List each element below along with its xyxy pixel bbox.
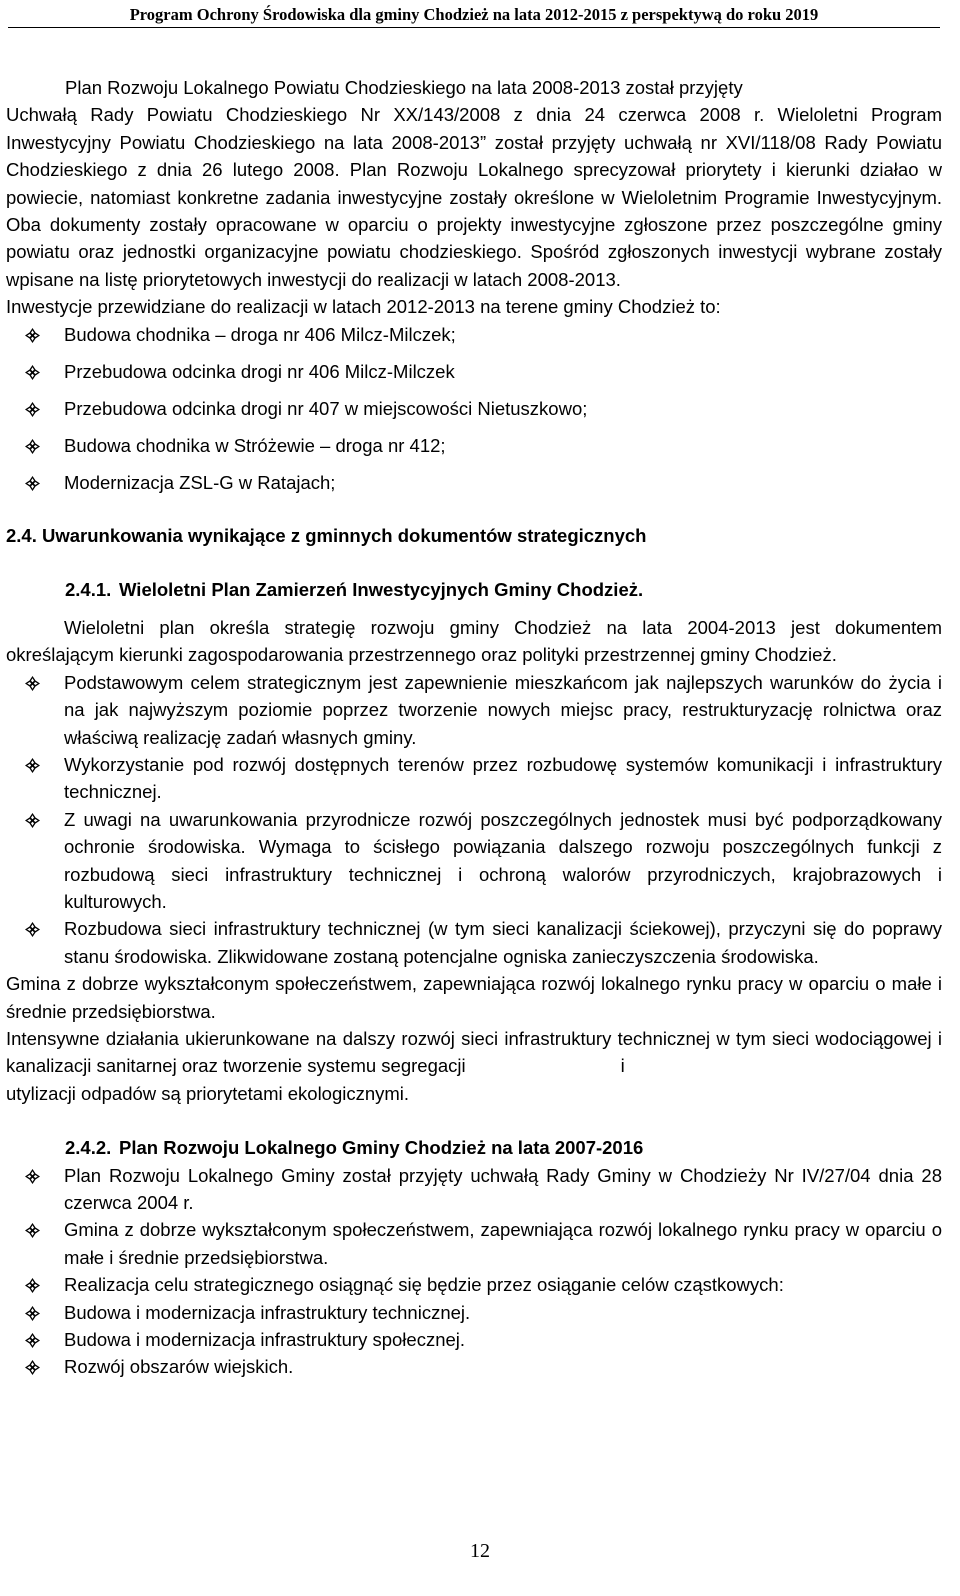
plan-description: Wieloletni plan określa strategię rozwoju gminy Chodzież na lata 2004-2013 jest dokumentem określającym kierunki zagospodarowania przestrzennego oraz polityki przestrzennej gminy Chodzież.	[6, 616, 942, 666]
document-body	[6, 74, 942, 1381]
list-item: Podstawowym celem strategicznym jest zapewnienie mieszkańcom jak najlepszych warunków do życia i na jak najwyższym poziomie poprzez tworzenie nowych miejsc pracy, restrukturyzację rolnictwa oraz właściwą realizację zadań własnych gminy.	[6, 669, 942, 751]
diamond-bullet-icon	[24, 1305, 41, 1322]
diamond-bullet-icon	[24, 757, 41, 774]
intro-paragraph: Uchwałą Rady Powiatu Chodzieskiego Nr XX/143/2008 z dnia 24 czerwca 2008 r. Wieloletni Program Inwestycyjny Powiatu Chodzieskiego na lata 2008-2013” został przyjęty uchwałą nr XVI/118/08 Rady Powiatu Chodzieskiego z dnia 26 lutego 2008. Plan Rozwoju Lokalnego sprecyzował priorytety i kierunki działao w powiecie, natomiast konkretne zadania inwestycyjne zostały określone w Wieloletnim Programie Inwestycyjnym. Oba dokumenty zostały opracowane w oparciu o projekty inwestycyjne zgłoszone przez poszczególne gminy powiatu oraz jednostki organizacyjne powiatu chodzieskiego. Spośród zgłoszonych inwestycji wybrane zostały wpisane na listę priorytetowych inwestycji do realizacji w latach 2008-2013.	[6, 104, 942, 290]
local-plan-list	[6, 1162, 942, 1381]
intro-paragraph-first-line: Plan Rozwoju Lokalnego Powiatu Chodzieskiego na lata 2008-2013 został przyjęty	[65, 77, 743, 98]
strategy-list	[6, 669, 942, 970]
list-item: Budowa i modernizacja infrastruktury społecznej.	[6, 1326, 942, 1353]
diamond-bullet-icon	[24, 1332, 41, 1349]
list-item: Realizacja celu strategicznego osiągnąć się będzie przez osiąganie celów cząstkowych:	[6, 1271, 942, 1298]
ecology-paragraph-end: utylizacji odpadów są priorytetami ekologicznymi.	[6, 1082, 410, 1104]
diamond-bullet-icon	[24, 812, 41, 829]
page-header: Program Ochrony Środowiska dla gminy Chodzież na lata 2012-2015 z perspektywą do roku 2019	[8, 0, 940, 28]
list-item: Z uwagi na uwarunkowania przyrodnicze rozwój poszczególnych jednostek musi być podporządkowany ochronie środowiska. Wymaga to ścisłego powiązania dalszego rozwoju poszczególnych funkcji z rozbudową sieci infrastruktury technicznej i ochroną walorów przyrodniczych, krajobrazowych i kulturowych.	[6, 806, 942, 916]
list-item: Przebudowa odcinka drogi nr 406 Milcz-Milczek	[6, 358, 942, 385]
diamond-bullet-icon	[24, 921, 41, 938]
diamond-bullet-icon	[24, 438, 41, 455]
diamond-bullet-icon	[24, 327, 41, 344]
diamond-bullet-icon	[24, 1168, 41, 1185]
diamond-bullet-icon	[24, 364, 41, 381]
list-item: Modernizacja ZSL-G w Ratajach;	[6, 469, 942, 496]
page-number: 12	[470, 1540, 490, 1562]
list-item: Plan Rozwoju Lokalnego Gminy został przyjęty uchwałą Rady Gminy w Chodzieży Nr IV/27/04 dnia 28 czerwca 2004 r.	[6, 1162, 942, 1217]
list-item: Przebudowa odcinka drogi nr 407 w miejscowości Nietuszkowo;	[6, 395, 942, 422]
list-item: Rozbudowa sieci infrastruktury technicznej (w tym sieci kanalizacji ściekowej), przyczyni się do poprawy stanu środowiska. Zlikwidowane zostaną potencjalne ogniska zanieczyszczenia środowiska.	[6, 915, 942, 970]
diamond-bullet-icon	[24, 1277, 41, 1294]
section-heading-2-4-2: 2.4.2. Plan Rozwoju Lokalnego Gminy Chodzież na lata 2007-2016	[65, 1137, 644, 1159]
diamond-bullet-icon	[24, 1222, 41, 1239]
section-heading-2-4: 2.4. Uwarunkowania wynikające z gminnych dokumentów strategicznych	[6, 525, 647, 547]
diamond-bullet-icon	[24, 401, 41, 418]
community-paragraph: Gmina z dobrze wykształconym społeczeństwem, zapewniająca rozwój lokalnego rynku pracy w oparciu o małe i średnie przedsiębiorstwa.	[6, 973, 942, 1022]
investments-list	[6, 321, 942, 496]
investments-intro: Inwestycje przewidziane do realizacji w latach 2012-2013 na terene gminy Chodzież to:	[6, 296, 721, 318]
diamond-bullet-icon	[24, 675, 41, 692]
list-item: Budowa chodnika w Stróżewie – droga nr 412;	[6, 432, 942, 459]
list-item: Rozwój obszarów wiejskich.	[6, 1353, 942, 1380]
list-item: Budowa chodnika – droga nr 406 Milcz-Milczek;	[6, 321, 942, 348]
ecology-paragraph: Intensywne działania ukierunkowane na dalszy rozwój sieci infrastruktury technicznej w tym sieci wodociągowej i kanalizacji sanitarnej oraz tworzenie systemu segregacji i	[6, 1027, 942, 1077]
diamond-bullet-icon	[24, 1359, 41, 1376]
list-item: Wykorzystanie pod rozwój dostępnych terenów przez rozbudowę systemów komunikacji i infrastruktury technicznej.	[6, 751, 942, 806]
section-heading-2-4-1: 2.4.1. Wieloletni Plan Zamierzeń Inwestycyjnych Gminy Chodzież.	[65, 579, 644, 601]
list-item: Budowa i modernizacja infrastruktury technicznej.	[6, 1299, 942, 1326]
list-item: Gmina z dobrze wykształconym społeczeństwem, zapewniająca rozwój lokalnego rynku pracy w oparciu o małe i średnie przedsiębiorstwa.	[6, 1216, 942, 1271]
diamond-bullet-icon	[24, 475, 41, 492]
